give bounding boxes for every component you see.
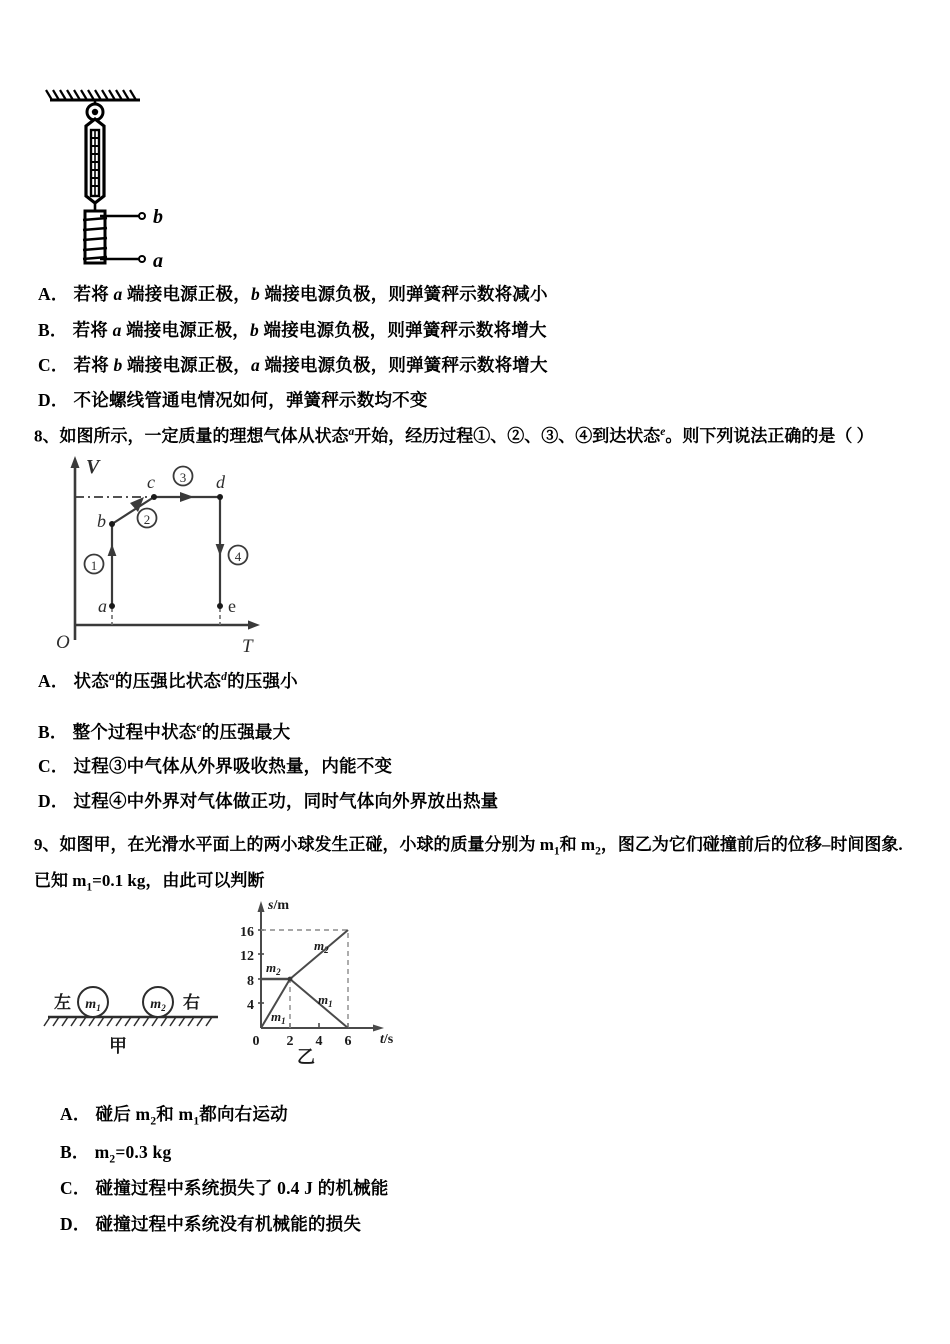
- svg-text:m1: $m_1$: [318, 992, 333, 1009]
- q9-number: 9、: [34, 835, 60, 854]
- q8-option-b-pre: 整个过程中状态: [72, 721, 197, 742]
- q8-option-a-post: 的压强小: [227, 670, 298, 691]
- svg-text:t/s: t/s: [380, 1032, 394, 1047]
- q8-option-d[interactable]: [38, 793, 498, 811]
- q8-stem-part1: 如图所示，一定质量的理想气体从状态: [59, 426, 349, 446]
- q8-option-a-sup1: a: [108, 671, 115, 683]
- q7-option-b-text: 若将 a 端接电源正极，b 端接电源负极，则弹簧秤示数将增大: [72, 320, 547, 340]
- q8-option-a-sup2: d: [221, 671, 228, 683]
- svg-text:2: 2: [286, 1034, 294, 1049]
- q7-option-b-label: B．: [38, 320, 68, 340]
- svg-text:b: b: [97, 511, 106, 531]
- svg-text:O: O: [56, 632, 70, 653]
- svg-text:a: a: [98, 596, 107, 616]
- svg-text:0: 0: [252, 1034, 260, 1049]
- q9-option-c[interactable]: [60, 1180, 389, 1198]
- q8-stem-sup-e: e: [660, 426, 666, 438]
- q9-stem-sub-2: 2: [595, 845, 601, 858]
- svg-text:c: c: [147, 472, 155, 492]
- q9-option-b-label: B．: [60, 1142, 90, 1162]
- q8-option-a-mid: 的压强比状态: [114, 670, 222, 691]
- q9-stem-line2: [34, 872, 264, 894]
- q9-stem-line1-c: ，图乙为它们碰撞前后的位移–时间图象.: [600, 835, 903, 854]
- q9-stem-line2-a: 已知 m: [34, 871, 87, 890]
- q9-option-c-text: 碰撞过程中系统损失了 0.4 J 的机械能: [95, 1178, 389, 1198]
- q8-option-b-label: B．: [38, 721, 68, 742]
- q9-option-a-b: 和 m: [156, 1104, 194, 1124]
- q9-stem-line2-b: =0.1 kg，由此可以判断: [92, 871, 265, 890]
- q7-option-d-text: 不论螺线管通电情况如何，弹簧秤示数均不变: [73, 390, 428, 410]
- collision-setup-figure-jia: [40, 955, 235, 1055]
- q9-stem-line2-sub: 1: [86, 881, 93, 894]
- svg-text:e: e: [228, 596, 236, 616]
- q8-stem-part3: 。则下列说法正确的是（ ）: [665, 426, 874, 446]
- svg-text:m2: $m_2$: [266, 960, 281, 977]
- q8-option-c-label: C．: [38, 756, 69, 776]
- svg-text:m1: $m_1$: [85, 997, 101, 1013]
- svg-text:8: 8: [247, 974, 254, 989]
- svg-text:b: b: [153, 206, 163, 228]
- q9-option-d-label: D．: [60, 1214, 91, 1234]
- svg-text:16: 16: [240, 925, 254, 940]
- q9-stem-line1-a: 如图甲，在光滑水平面上的两小球发生正碰，小球的质量分别为 m: [59, 835, 554, 854]
- q8-stem-sup-a: a: [348, 426, 355, 438]
- svg-text:3: 3: [179, 470, 187, 485]
- svg-text:m2: $m_2$: [150, 997, 166, 1013]
- svg-text:s/m: s/m: [268, 898, 290, 913]
- q7-option-d[interactable]: [38, 392, 428, 410]
- svg-text:12: 12: [240, 949, 254, 964]
- q9-option-a-sub2: 1: [193, 1115, 200, 1128]
- volume-temperature-diagram: [42, 448, 322, 658]
- svg-text:1: 1: [90, 558, 98, 573]
- q8-option-c-text: 过程③中气体从外界吸收热量，内能不变: [73, 756, 393, 776]
- process-badge-1: [85, 555, 104, 574]
- q7-option-b[interactable]: [38, 322, 547, 340]
- q8-option-a-label: A．: [38, 670, 69, 691]
- displacement-time-graph-yi: [218, 893, 418, 1065]
- svg-text:右: 右: [183, 993, 200, 1012]
- q8-stem: [34, 427, 874, 445]
- process-badge-2: [138, 509, 157, 528]
- q9-option-d-text: 碰撞过程中系统没有机械能的损失: [95, 1214, 362, 1234]
- q9-stem-sub-1: 1: [553, 845, 560, 858]
- svg-text:d: d: [216, 472, 225, 492]
- svg-text:4: 4: [247, 998, 254, 1013]
- q8-option-a[interactable]: [38, 672, 298, 690]
- q9-option-c-label: C．: [60, 1178, 91, 1198]
- q7-option-c-label: C．: [38, 355, 69, 375]
- q7-option-a-text: 若将 a 端接电源正极，b 端接电源负极，则弹簧秤示数将减小: [73, 284, 548, 304]
- spring-scale-solenoid-figure: [40, 78, 220, 273]
- q9-stem-line1-b: 和 m: [559, 835, 596, 854]
- svg-text:6: 6: [344, 1034, 352, 1049]
- svg-text:4: 4: [315, 1034, 323, 1049]
- q9-option-a-c: 都向右运动: [199, 1104, 288, 1124]
- svg-text:4: 4: [234, 549, 242, 564]
- svg-text:左: 左: [54, 993, 71, 1012]
- svg-text:T: T: [242, 636, 253, 657]
- q9-option-b-b: =0.3 kg: [115, 1142, 172, 1162]
- q7-option-d-label: D．: [38, 390, 69, 410]
- q9-stem-line1: [34, 836, 903, 858]
- q8-option-b-sup1: e: [196, 722, 202, 734]
- q7-option-a[interactable]: [38, 286, 548, 304]
- q8-option-d-text: 过程④中外界对气体做正功，同时气体向外界放出热量: [73, 791, 499, 811]
- q7-option-c[interactable]: [38, 357, 548, 375]
- q7-option-c-text: 若将 b 端接电源正极，a 端接电源负极，则弹簧秤示数将增大: [73, 355, 548, 375]
- svg-text:m1: $m_1$: [271, 1009, 286, 1026]
- process-badge-4: [229, 546, 248, 565]
- q9-option-b-a: m: [94, 1142, 110, 1162]
- q9-option-d[interactable]: [60, 1216, 361, 1234]
- svg-text:2: 2: [143, 512, 151, 527]
- q9-option-a-a: 碰后 m: [95, 1104, 151, 1124]
- svg-text:m2: $m_2$: [314, 938, 329, 955]
- q8-option-d-label: D．: [38, 791, 69, 811]
- q8-number: 8、: [34, 426, 60, 446]
- q9-option-a-label: A．: [60, 1104, 91, 1124]
- q8-option-c[interactable]: [38, 758, 392, 776]
- svg-text:V: V: [86, 456, 100, 478]
- q7-option-a-label: A．: [38, 284, 69, 304]
- q9-option-a-sub1: 2: [150, 1115, 157, 1128]
- q8-option-b-post: 的压强最大: [201, 721, 291, 742]
- q8-option-a-pre: 状态: [73, 670, 109, 691]
- q9-option-b[interactable]: [60, 1144, 171, 1166]
- q8-option-b[interactable]: [38, 723, 290, 741]
- process-badge-3: [174, 467, 193, 486]
- q9-option-a[interactable]: [60, 1106, 288, 1128]
- q8-stem-part2: 开始，经历过程①、②、③、④到达状态: [354, 426, 661, 446]
- svg-text:甲: 甲: [109, 1036, 127, 1055]
- svg-text:a: a: [153, 250, 163, 272]
- svg-text:乙: 乙: [297, 1047, 315, 1065]
- q9-option-b-sub: 2: [109, 1153, 116, 1166]
